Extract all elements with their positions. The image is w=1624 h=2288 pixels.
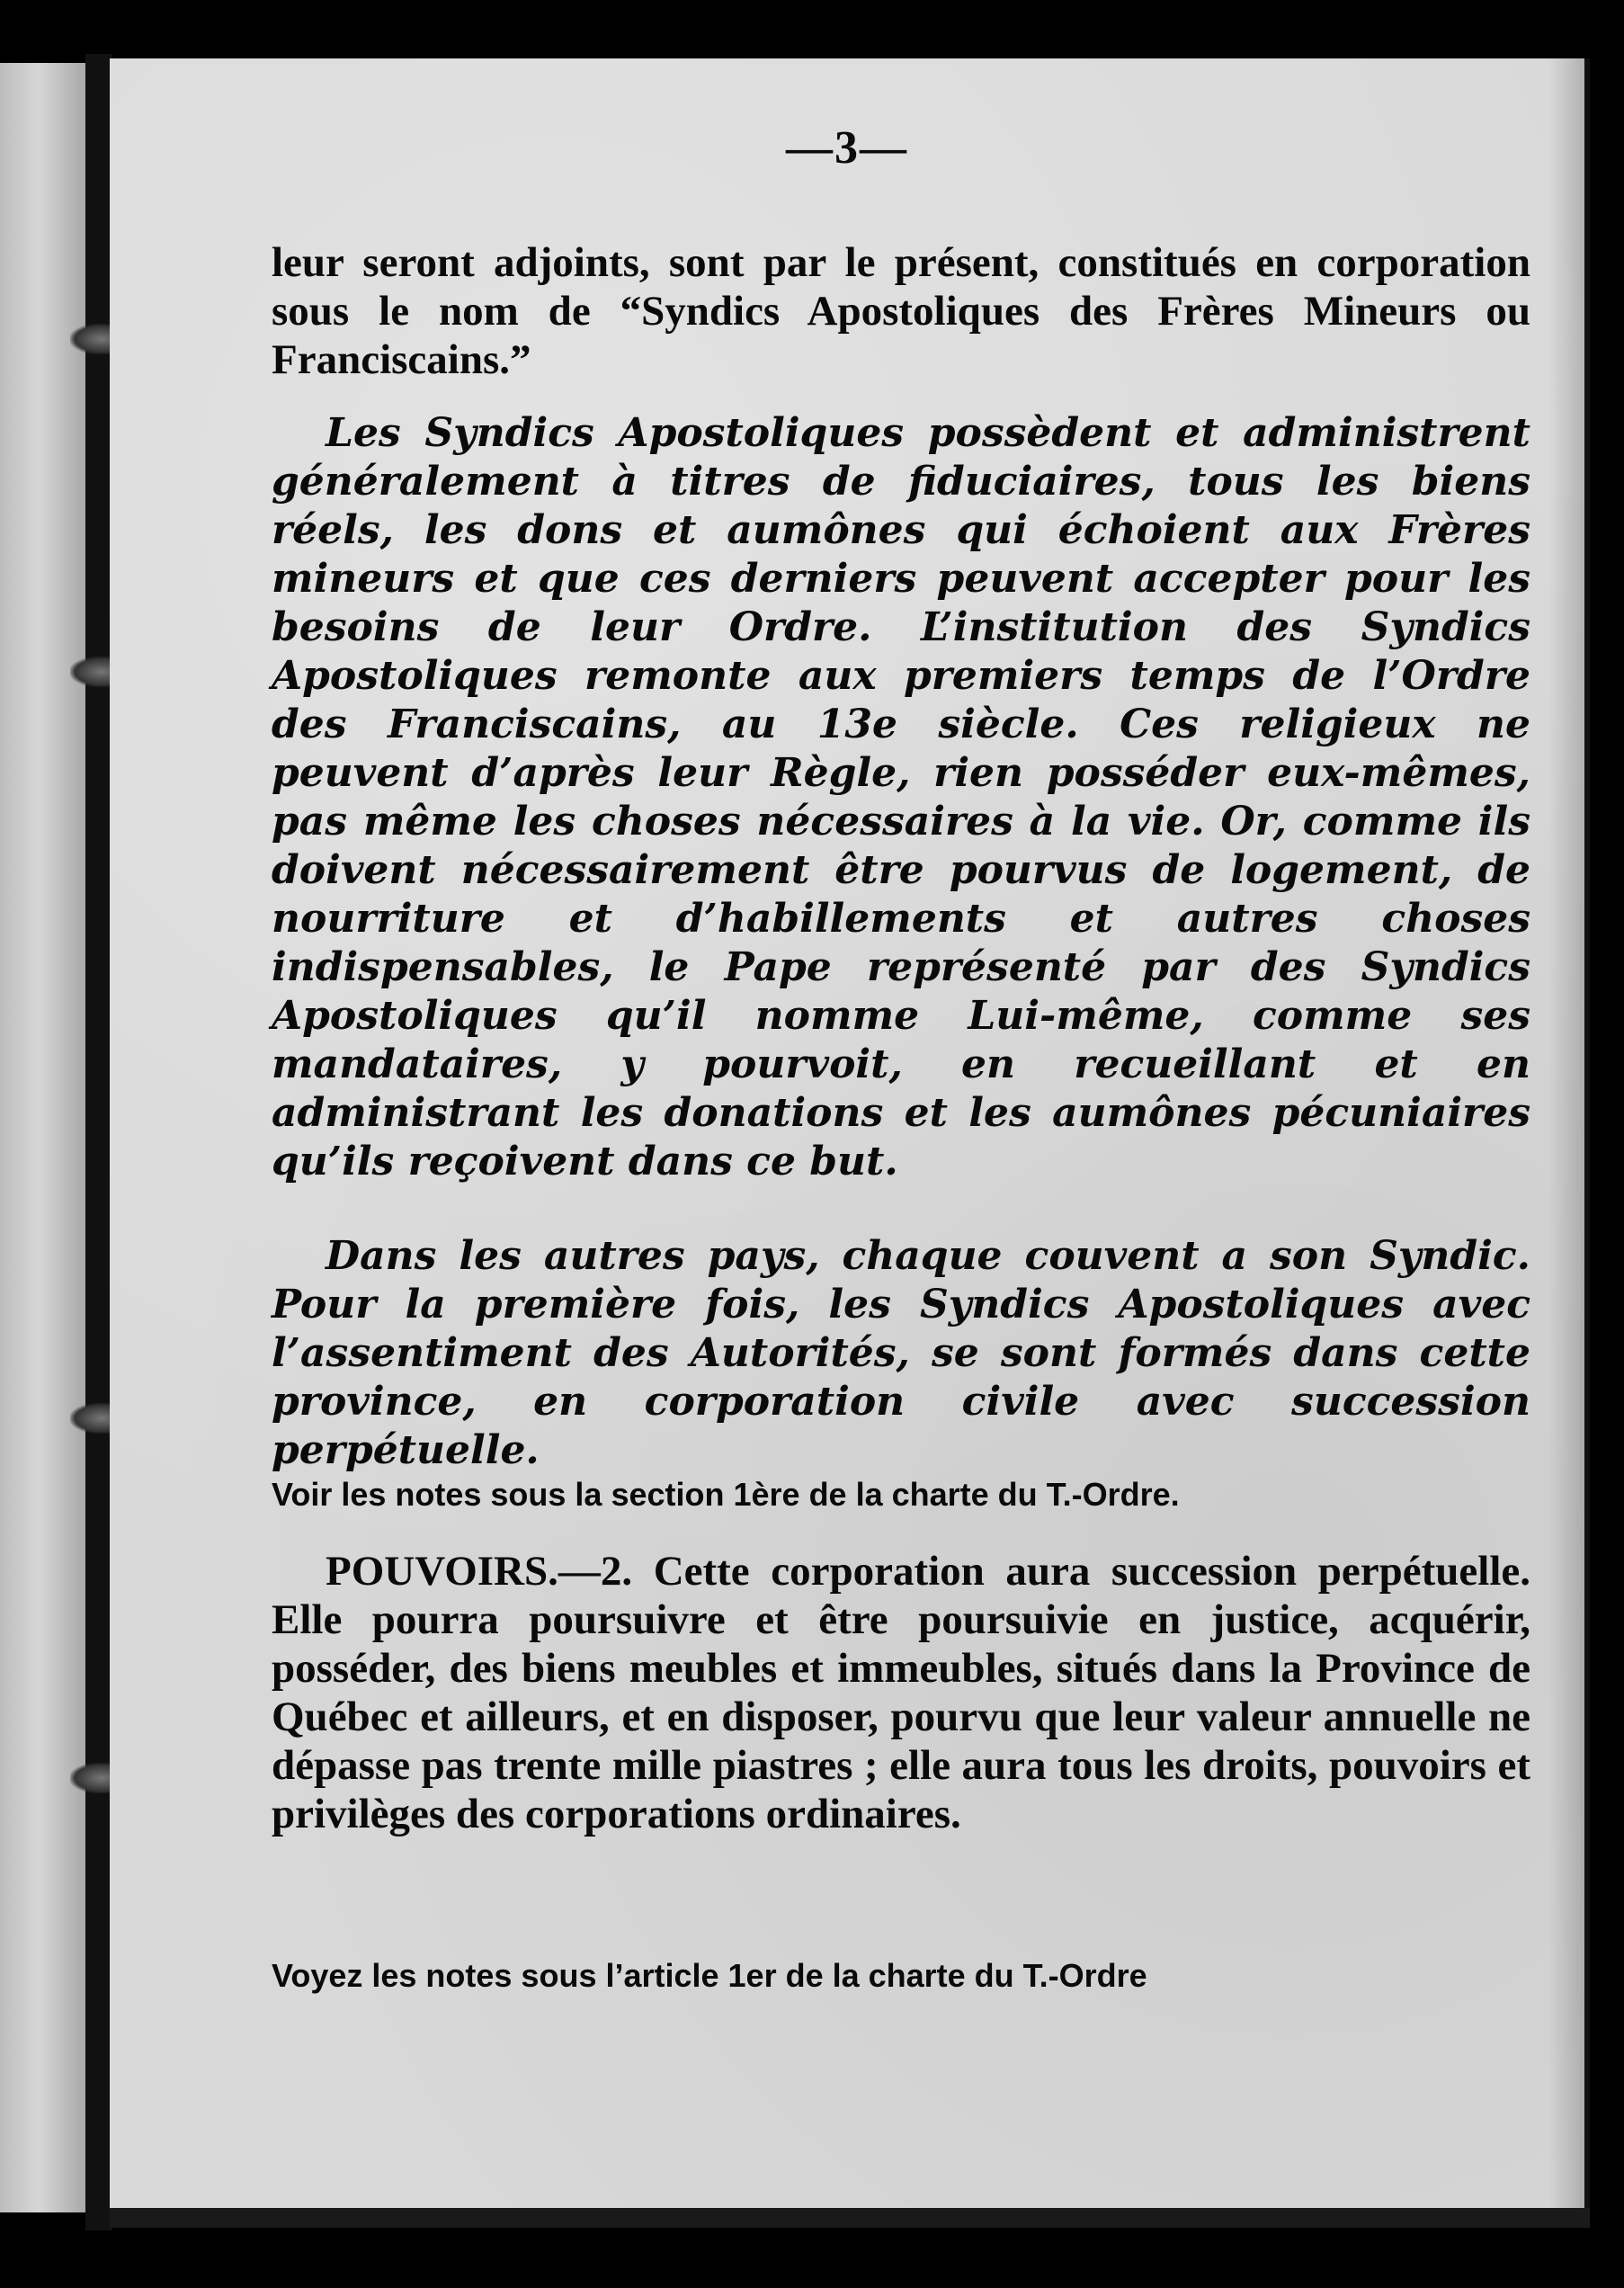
article-note: Voyez les notes sous l’article 1er de la charte du T.-Ordre [272,1957,1147,1994]
section-note: Voir les notes sous la section 1ère de la charte du T.-Ordre. [272,1476,1180,1513]
other-countries-paragraph: Dans les autres pays, chaque couvent a son Syndic. Pour la première fois, les Syndics Apostoliques avec l’assentiment des Autorités, se sont formés dans cette province, en corporation civile avec succession perpétuelle. [272,1233,1530,1473]
syndics-explanation-paragraph: Les Syndics Apostoliques possèdent et administrent généralement à titres de fiduciaires, tous les biens réels, les dons et aumônes qui échoient aux Frères mineurs et que ces derniers peuvent accepter pour les besoins de leur Ordre. L’institution des Syndics Apostoliques remonte aux premiers temps de l’Ordre des Franciscains, au 13e siècle. Ces religieux ne peuvent d’après leur Règle, rien posséder eux-mêmes, pas même les choses nécessaires à la vie. Or, comme ils doivent nécessairement être pourvus de logement, de nourriture et d’habillements et autres choses indispensables, le Pape représenté par des Syndics Apostoliques qu’il nomme Lui-même, comme ses mandataires, y pourvoit, en recueillant et en administrant les donations et les aumônes pécuniaires qu’ils reçoivent dans ce but. [272,410,1530,1184]
page-sheet [110,58,1590,2212]
page-shadow [1548,58,1584,2212]
pouvoirs-paragraph: POUVOIRS.—2. Cette corporation aura succession perpétuelle. Elle pourra poursuivre et être poursuivie en justice, acquérir, posséder, des biens meubles et immeubles, situés dans la Province de Québec et ailleurs, et en disposer, pourvu que leur valeur annuelle ne dépasse pas trente mille piastres ; elle aura tous les droits, pouvoirs et privilèges des corporations ordinaires. [272,1548,1530,1837]
continuation-paragraph: leur seront adjoints, sont par le présent, constitués en corporation sous le nom de “Syndics Apostoliques des Frères Mineurs ou Franciscains.” [272,239,1530,383]
binding-strip [85,54,112,2230]
page-number: —3— [786,122,908,174]
left-page-edge [0,63,85,2212]
page-bottom-shadow [110,2208,1590,2228]
